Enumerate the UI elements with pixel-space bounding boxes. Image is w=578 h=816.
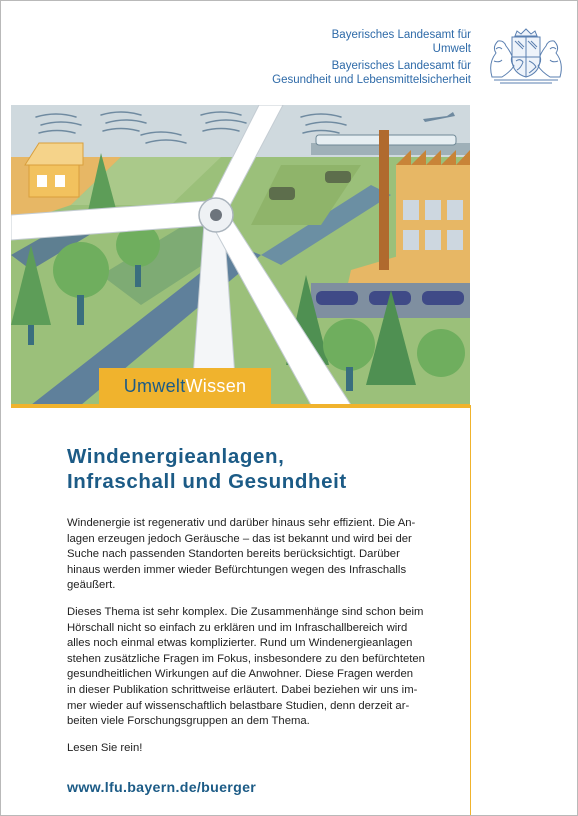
agency-lgl-line-2: Gesundheit und Lebensmittelsicherheit [272,74,471,86]
text-line: Suche nach passenden Standorten bereits berücksichtigt. Darüber [67,548,400,561]
text-line: stehen zusätzliche Fragen im Fokus, insbesondere zu den befürchteten [67,652,425,665]
text-line: Windenergie ist regenerativ und darüber hinaus sehr effizient. Die An- [67,517,416,529]
brand-part-2: Wissen [185,375,247,396]
title-line-2: Infraschall und Gesundheit [67,470,347,493]
website-link[interactable]: www.lfu.bayern.de/buerger [67,780,257,796]
body-text [67,516,459,767]
text-line: beiten viele Forschungsgruppen an dem Thema. [67,715,310,728]
chimney [379,130,389,270]
agency-lfu [272,28,471,56]
bavarian-coat-of-arms-icon [482,27,570,85]
factory-window [447,230,463,250]
house [29,165,79,197]
text-line: lagen erzeugen jedoch Geräusche – das ist bekannt und wird bei der [67,532,412,545]
text-line: Lesen Sie rein! [67,741,143,754]
agency-lgl-line-1: Bayerisches Landesamt für [331,60,471,72]
factory-window [425,200,441,220]
orange-divider [11,404,470,408]
house-window [55,175,65,187]
landscape-scene [11,105,470,405]
text-line: geäußert. [67,579,116,592]
horse [325,171,351,183]
paragraph-3 [67,741,459,757]
orange-side-rule [470,405,471,815]
text-line: Dieses Thema ist sehr komplex. Die Zusammenhänge sind schon beim [67,605,424,618]
house-window [37,175,47,187]
factory-window [403,230,419,250]
factory-window [425,230,441,250]
factory-window [403,200,419,220]
agency-lfu-line-1: Bayerisches Landesamt für [331,29,471,41]
factory-window [447,200,463,220]
agency-header [272,28,471,90]
wind-energy-illustration [11,105,470,405]
text-line: in dieser Publikation schrittweise erläutert. Dabei beziehen wir uns im- [67,683,418,696]
umweltwissen-brand-badge [99,368,271,404]
paragraph-1 [67,516,459,594]
document-title [67,444,457,494]
agency-lfu-line-2: Umwelt [432,43,471,55]
text-line: hinaus werden immer wieder Befürchtungen wegen des Infraschalls [67,563,407,576]
cow [269,187,295,200]
agency-lgl [272,59,471,87]
title-line-1: Windenergieanlagen, [67,445,285,468]
text-line: mer wieder auf wissenschaftlich belastbare Studien, denn derzeit ar- [67,699,410,712]
paragraph-2 [67,605,459,730]
text-line: gesundheitlichen Wirkungen auf die Anwohner. Diese Fragen werden [67,668,414,681]
brand-part-1: Umwelt [123,375,186,396]
text-line: alles noch einmal etwas komplizierter. Rund um Windenergieanlagen [67,637,413,650]
text-line: Hörschall nicht so einfach zu erklären und im Infraschallbereich wird [67,621,408,634]
